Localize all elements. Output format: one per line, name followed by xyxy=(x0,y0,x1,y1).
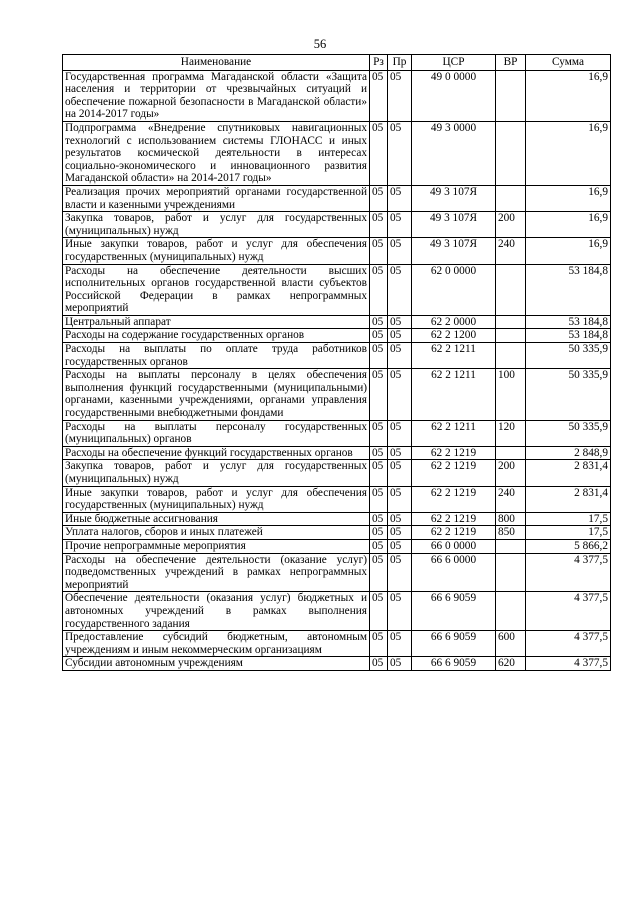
cell-vr xyxy=(496,185,526,211)
cell-name: Иные бюджетные ассигнования xyxy=(63,512,370,526)
cell-rz: 05 xyxy=(370,631,388,657)
table-row xyxy=(63,512,611,526)
cell-csr: 66 6 9059 xyxy=(412,592,496,631)
cell-vr: 850 xyxy=(496,526,526,540)
cell-sum: 16,9 xyxy=(526,121,611,185)
cell-sum: 4 377,5 xyxy=(526,657,611,671)
cell-rz: 05 xyxy=(370,212,388,238)
cell-name: Расходы на выплаты персоналу в целях обеспечения выполнения функций государственными (муниципальными) органами, казенными учреждениями, органами управления государственными внебюджетными фондами xyxy=(63,369,370,420)
cell-sum: 53 184,8 xyxy=(526,264,611,315)
table-row xyxy=(63,70,611,121)
cell-rz: 05 xyxy=(370,329,388,343)
cell-csr: 49 3 107Я xyxy=(412,238,496,264)
cell-rz: 05 xyxy=(370,526,388,540)
cell-vr xyxy=(496,121,526,185)
cell-pr: 05 xyxy=(388,539,412,553)
cell-name: Закупка товаров, работ и услуг для государственных (муниципальных) нужд xyxy=(63,460,370,486)
cell-name: Расходы на обеспечение функций государственных органов xyxy=(63,446,370,460)
cell-pr: 05 xyxy=(388,553,412,592)
cell-rz: 05 xyxy=(370,460,388,486)
cell-name: Иные закупки товаров, работ и услуг для обеспечения государственных (муниципальных) нужд xyxy=(63,486,370,512)
cell-csr: 66 6 9059 xyxy=(412,657,496,671)
cell-csr: 62 2 0000 xyxy=(412,315,496,329)
cell-rz: 05 xyxy=(370,592,388,631)
cell-csr: 62 2 1219 xyxy=(412,460,496,486)
cell-csr: 62 2 1219 xyxy=(412,446,496,460)
table-row xyxy=(63,460,611,486)
cell-csr: 62 0 0000 xyxy=(412,264,496,315)
cell-sum: 4 377,5 xyxy=(526,631,611,657)
cell-sum: 16,9 xyxy=(526,212,611,238)
cell-rz: 05 xyxy=(370,121,388,185)
cell-pr: 05 xyxy=(388,460,412,486)
cell-csr: 62 2 1211 xyxy=(412,420,496,446)
table-row xyxy=(63,369,611,420)
cell-sum: 50 335,9 xyxy=(526,343,611,369)
table-row xyxy=(63,592,611,631)
cell-pr: 05 xyxy=(388,486,412,512)
cell-vr xyxy=(496,315,526,329)
table-row xyxy=(63,238,611,264)
table-row xyxy=(63,486,611,512)
header-sum: Сумма xyxy=(526,55,611,71)
cell-name: Реализация прочих мероприятий органами государственной власти и казенными учреждениями xyxy=(63,185,370,211)
cell-sum: 16,9 xyxy=(526,238,611,264)
table-row xyxy=(63,315,611,329)
cell-sum: 2 848,9 xyxy=(526,446,611,460)
cell-csr: 62 2 1219 xyxy=(412,526,496,540)
table-row xyxy=(63,329,611,343)
table-row xyxy=(63,657,611,671)
budget-table xyxy=(62,54,611,671)
cell-vr: 240 xyxy=(496,486,526,512)
cell-pr: 05 xyxy=(388,420,412,446)
cell-csr: 62 2 1219 xyxy=(412,486,496,512)
cell-pr: 05 xyxy=(388,631,412,657)
cell-rz: 05 xyxy=(370,264,388,315)
cell-csr: 66 6 0000 xyxy=(412,553,496,592)
cell-name: Расходы на выплаты по оплате труда работников государственных органов xyxy=(63,343,370,369)
cell-sum: 17,5 xyxy=(526,526,611,540)
cell-rz: 05 xyxy=(370,446,388,460)
cell-vr: 800 xyxy=(496,512,526,526)
cell-name: Уплата налогов, сборов и иных платежей xyxy=(63,526,370,540)
cell-vr: 200 xyxy=(496,460,526,486)
cell-pr: 05 xyxy=(388,315,412,329)
cell-csr: 62 2 1211 xyxy=(412,369,496,420)
cell-csr: 62 2 1211 xyxy=(412,343,496,369)
cell-name: Расходы на содержание государственных органов xyxy=(63,329,370,343)
cell-name: Расходы на выплаты персоналу государственных (муниципальных) органов xyxy=(63,420,370,446)
cell-sum: 16,9 xyxy=(526,70,611,121)
table-body xyxy=(63,70,611,670)
cell-name: Центральный аппарат xyxy=(63,315,370,329)
table-row xyxy=(63,553,611,592)
cell-sum: 53 184,8 xyxy=(526,315,611,329)
cell-sum: 53 184,8 xyxy=(526,329,611,343)
cell-pr: 05 xyxy=(388,121,412,185)
cell-pr: 05 xyxy=(388,657,412,671)
cell-vr xyxy=(496,539,526,553)
table-row xyxy=(63,185,611,211)
cell-vr: 620 xyxy=(496,657,526,671)
cell-name: Обеспечение деятельности (оказания услуг) бюджетных и автономных учреждений в рамках выполнения государственного задания xyxy=(63,592,370,631)
table-row xyxy=(63,526,611,540)
cell-name: Прочие непрограммные мероприятия xyxy=(63,539,370,553)
table-row xyxy=(63,264,611,315)
cell-vr xyxy=(496,343,526,369)
cell-rz: 05 xyxy=(370,369,388,420)
cell-rz: 05 xyxy=(370,553,388,592)
table-row xyxy=(63,539,611,553)
cell-sum: 16,9 xyxy=(526,185,611,211)
cell-vr: 120 xyxy=(496,420,526,446)
table-row xyxy=(63,446,611,460)
cell-vr xyxy=(496,592,526,631)
cell-name: Иные закупки товаров, работ и услуг для обеспечения государственных (муниципальных) нужд xyxy=(63,238,370,264)
cell-pr: 05 xyxy=(388,446,412,460)
cell-name: Предоставление субсидий бюджетным, автономным учреждениям и иным некоммерческим организациям xyxy=(63,631,370,657)
cell-vr xyxy=(496,329,526,343)
header-rz: Рз xyxy=(370,55,388,71)
cell-rz: 05 xyxy=(370,512,388,526)
cell-sum: 17,5 xyxy=(526,512,611,526)
cell-name: Субсидии автономным учреждениям xyxy=(63,657,370,671)
cell-csr: 62 2 1200 xyxy=(412,329,496,343)
cell-name: Расходы на обеспечение деятельности (оказание услуг) подведомственных учреждений в рамках непрограммных мероприятий xyxy=(63,553,370,592)
cell-rz: 05 xyxy=(370,185,388,211)
cell-sum: 4 377,5 xyxy=(526,592,611,631)
cell-name: Расходы на обеспечение деятельности высших исполнительных органов государственной власти субъектов Российской Федерации в рамках непрограммных мероприятий xyxy=(63,264,370,315)
cell-pr: 05 xyxy=(388,70,412,121)
cell-name: Государственная программа Магаданской области «Защита населения и территории от чрезвычайных ситуаций и обеспечение пожарной безопасности в Магаданской области» на 2014-2017 годы» xyxy=(63,70,370,121)
cell-vr: 600 xyxy=(496,631,526,657)
cell-rz: 05 xyxy=(370,539,388,553)
cell-csr: 49 3 107Я xyxy=(412,185,496,211)
cell-pr: 05 xyxy=(388,329,412,343)
cell-vr: 240 xyxy=(496,238,526,264)
header-csr: ЦСР xyxy=(412,55,496,71)
cell-vr xyxy=(496,553,526,592)
cell-rz: 05 xyxy=(370,238,388,264)
table-row xyxy=(63,420,611,446)
header-pr: Пр xyxy=(388,55,412,71)
cell-csr: 66 0 0000 xyxy=(412,539,496,553)
cell-vr xyxy=(496,264,526,315)
page-number: 56 xyxy=(313,37,327,51)
cell-pr: 05 xyxy=(388,185,412,211)
table-row xyxy=(63,631,611,657)
cell-pr: 05 xyxy=(388,526,412,540)
cell-csr: 49 3 0000 xyxy=(412,121,496,185)
cell-rz: 05 xyxy=(370,486,388,512)
cell-rz: 05 xyxy=(370,70,388,121)
cell-sum: 50 335,9 xyxy=(526,420,611,446)
cell-sum: 4 377,5 xyxy=(526,553,611,592)
cell-rz: 05 xyxy=(370,657,388,671)
cell-pr: 05 xyxy=(388,238,412,264)
header-vr: ВР xyxy=(496,55,526,71)
cell-vr xyxy=(496,70,526,121)
cell-csr: 49 0 0000 xyxy=(412,70,496,121)
table-row xyxy=(63,343,611,369)
cell-pr: 05 xyxy=(388,212,412,238)
cell-sum: 2 831,4 xyxy=(526,486,611,512)
cell-pr: 05 xyxy=(388,264,412,315)
cell-rz: 05 xyxy=(370,420,388,446)
header-name: Наименование xyxy=(63,55,370,71)
table-header-row xyxy=(63,55,611,71)
cell-pr: 05 xyxy=(388,512,412,526)
table-row xyxy=(63,121,611,185)
cell-name: Подпрограмма «Внедрение спутниковых навигационных технологий с использованием системы ГЛОНАСС и иных результатов космической деятельности в интересах социально-экономического и инновационного развития Магаданской области» на 2014-2017 годы» xyxy=(63,121,370,185)
cell-vr: 100 xyxy=(496,369,526,420)
cell-vr: 200 xyxy=(496,212,526,238)
cell-sum: 5 866,2 xyxy=(526,539,611,553)
cell-name: Закупка товаров, работ и услуг для государственных (муниципальных) нужд xyxy=(63,212,370,238)
cell-sum: 2 831,4 xyxy=(526,460,611,486)
cell-rz: 05 xyxy=(370,343,388,369)
cell-pr: 05 xyxy=(388,369,412,420)
cell-csr: 66 6 9059 xyxy=(412,631,496,657)
cell-vr xyxy=(496,446,526,460)
table-row xyxy=(63,212,611,238)
cell-rz: 05 xyxy=(370,315,388,329)
cell-csr: 49 3 107Я xyxy=(412,212,496,238)
cell-csr: 62 2 1219 xyxy=(412,512,496,526)
cell-pr: 05 xyxy=(388,592,412,631)
cell-pr: 05 xyxy=(388,343,412,369)
cell-sum: 50 335,9 xyxy=(526,369,611,420)
